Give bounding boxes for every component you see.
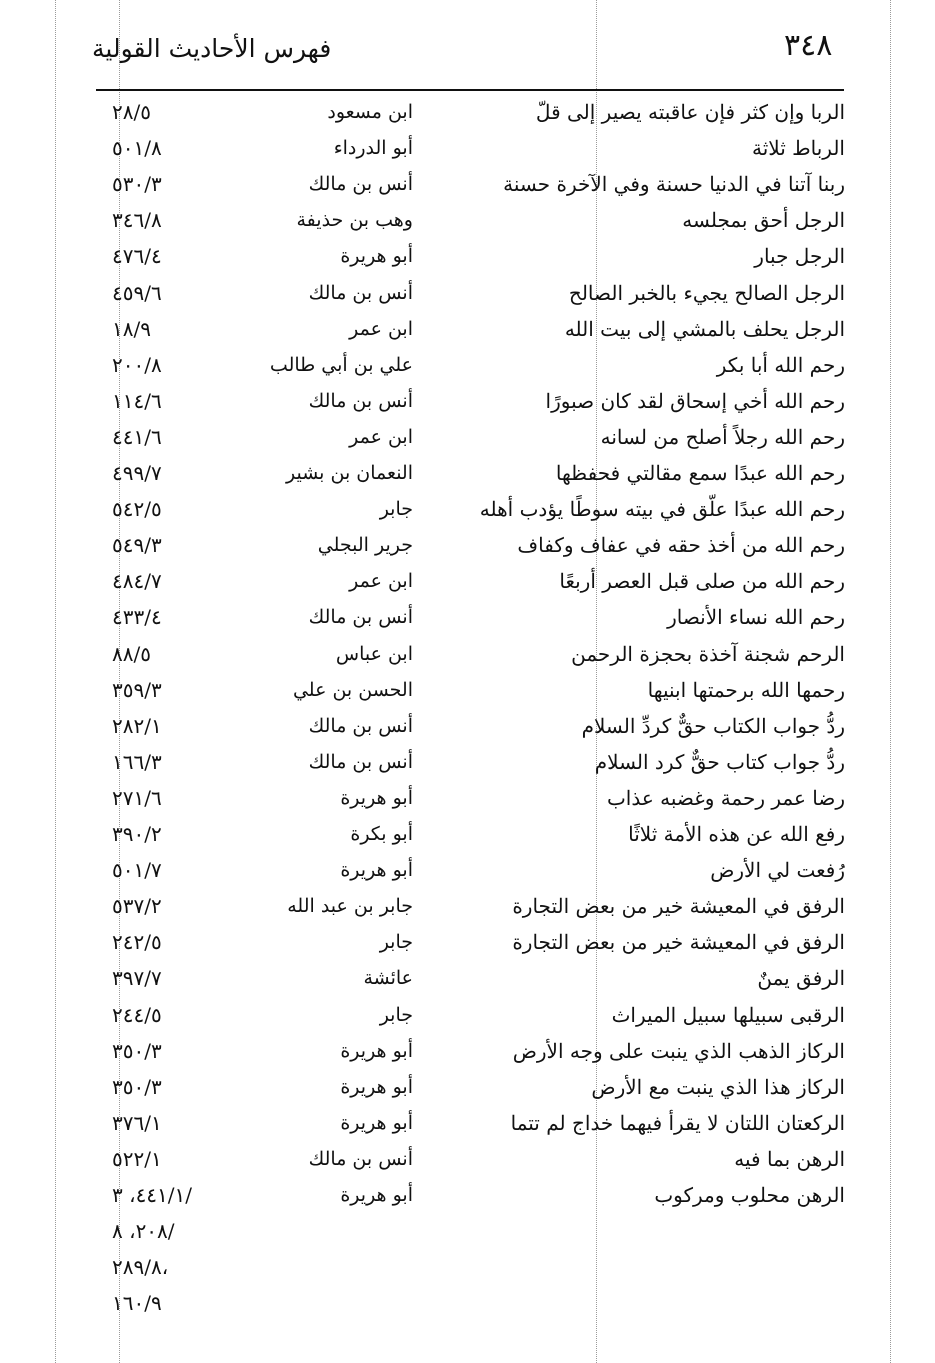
- narrator-name: أنس بن مالك: [308, 751, 413, 773]
- hadith-text: الرفق يمنٌ: [757, 966, 845, 990]
- hadith-text: الرفق في المعيشة خير من بعض التجارة: [512, 930, 845, 954]
- hadith-text: الرجل أحق بمجلسه: [682, 208, 845, 232]
- index-entry: [0, 311, 935, 347]
- narrator-name: جابر: [379, 931, 413, 953]
- volume-page-ref: ٤٨٤/٧: [112, 569, 162, 593]
- volume-page-ref: ٥٠١/٨: [112, 136, 162, 160]
- hadith-text: رحم الله أبا بكر: [716, 353, 845, 377]
- index-entry: [0, 1033, 935, 1069]
- volume-page-ref: ٥٠١/٧: [112, 858, 162, 882]
- narrator-name: أبو هريرة: [340, 1040, 413, 1062]
- volume-page-ref: ٣٥٩/٣: [112, 678, 162, 702]
- hadith-text: رحم الله رجلاً أصلح من لسانه: [600, 425, 845, 449]
- hadith-text: رحم الله عبدًا علّق في بيته سوطًا يؤدب أهله: [479, 497, 845, 521]
- index-entry: [0, 238, 935, 274]
- index-entry: [0, 1069, 935, 1105]
- volume-page-ref: ٨٨/٥: [112, 642, 151, 666]
- hadith-text: ربنا آتنا في الدنيا حسنة وفي الآخرة حسنة: [503, 172, 845, 196]
- narrator-name: ابن عمر: [349, 318, 413, 340]
- index-entry: [0, 455, 935, 491]
- index-entry: [0, 816, 935, 852]
- page-number: ٣٤٨: [784, 28, 833, 63]
- narrator-name: أنس بن مالك: [308, 390, 413, 412]
- index-entry: [0, 419, 935, 455]
- index-entry: [0, 1141, 935, 1177]
- narrator-name: أنس بن مالك: [308, 715, 413, 737]
- volume-page-ref: ٣٩٧/٧: [112, 966, 162, 990]
- hadith-text: رُفعت لي الأرض: [710, 858, 845, 882]
- hadith-text: رفع الله عن هذه الأمة ثلاثًا: [628, 822, 845, 846]
- narrator-name: ابن مسعود: [327, 101, 413, 123]
- index-entry: [0, 960, 935, 996]
- hadith-text: رضا عمر رحمة وغضبه عذاب: [606, 786, 845, 810]
- volume-page-ref: ٣٩٠/٢: [112, 822, 162, 846]
- index-entry: [0, 94, 935, 130]
- narrator-name: أبو هريرة: [340, 1076, 413, 1098]
- volume-page-ref: ١٨/٩: [112, 317, 151, 341]
- narrator-name: أبو الدرداء: [333, 137, 413, 159]
- narrator-name: أبو هريرة: [340, 1184, 413, 1206]
- volume-page-ref: ٤٧٦/٤: [112, 244, 162, 268]
- narrator-name: أبو هريرة: [340, 245, 413, 267]
- narrator-name: أبو هريرة: [340, 859, 413, 881]
- index-entry: [0, 924, 935, 960]
- narrator-name: أنس بن مالك: [308, 173, 413, 195]
- hadith-text: الرجل جبار: [754, 244, 845, 268]
- index-entry: [0, 888, 935, 924]
- volume-page-ref: ١٦٦/٣: [112, 750, 162, 774]
- volume-page-ref: ٤٤١/٦: [112, 425, 162, 449]
- ref-continuation-line: [0, 1249, 935, 1285]
- hadith-text: ردُّ جواب الكتاب حقٌّ كردِّ السلام: [581, 714, 845, 738]
- narrator-name: النعمان بن بشير: [286, 462, 413, 484]
- volume-page-ref: ٢٤٢/٥: [112, 930, 162, 954]
- index-entry: [0, 780, 935, 816]
- volume-page-ref: ٤٤١/١، ٣/: [112, 1183, 193, 1207]
- hadith-text: الركعتان اللتان لا يقرأ فيهما خداج لم تتما: [510, 1111, 845, 1135]
- hadith-text: الرحم شجنة آخذة بحجزة الرحمن: [571, 642, 845, 666]
- index-entry: [0, 130, 935, 166]
- index-entry: [0, 166, 935, 202]
- volume-page-ref: ١٦٠/٩: [112, 1291, 162, 1315]
- hadith-text: الرهن محلوب ومركوب: [654, 1183, 845, 1207]
- volume-page-ref: ٥٤٩/٣: [112, 533, 162, 557]
- narrator-name: أنس بن مالك: [308, 1148, 413, 1170]
- volume-page-ref: ١١٤/٦: [112, 389, 162, 413]
- volume-page-ref: ٢٨٩/٨،: [112, 1255, 169, 1279]
- index-entry: [0, 636, 935, 672]
- narrator-name: جابر: [379, 1004, 413, 1026]
- narrator-name: أبو بكرة: [350, 823, 413, 845]
- hadith-text: الربا وإن كثر فإن عاقبته يصير إلى قلّ: [535, 100, 845, 124]
- index-entry: [0, 347, 935, 383]
- index-entry: [0, 527, 935, 563]
- narrator-name: ابن عمر: [349, 570, 413, 592]
- hadith-text: الرجل يحلف بالمشي إلى بيت الله: [564, 317, 845, 341]
- hadith-text: رحم الله من صلى قبل العصر أربعًا: [559, 569, 845, 593]
- narrator-name: الحسن بن علي: [292, 679, 413, 701]
- narrator-name: عائشة: [363, 967, 413, 989]
- volume-page-ref: ٢٤٤/٥: [112, 1003, 162, 1027]
- hadith-text: رحم الله عبدًا سمع مقالتي فحفظها: [555, 461, 845, 485]
- narrator-name: ابن عباس: [335, 643, 413, 665]
- hadith-text: رحم الله من أخذ حقه في عفاف وكفاف: [517, 533, 845, 557]
- narrator-name: وهب بن حذيفة: [296, 209, 413, 231]
- hadith-text: رحم الله نساء الأنصار: [667, 605, 845, 629]
- page-title: فهرس الأحاديث القولية: [92, 34, 332, 63]
- hadith-text: الركاز الذهب الذي ينبت على وجه الأرض: [512, 1039, 845, 1063]
- index-entry: [0, 202, 935, 238]
- volume-page-ref: ٣٥٠/٣: [112, 1039, 162, 1063]
- hadith-text: الرقبى سبيلها سبيل الميراث: [611, 1003, 845, 1027]
- index-entry: [0, 1105, 935, 1141]
- ref-continuation-line: [0, 1213, 935, 1249]
- index-entry: [0, 275, 935, 311]
- narrator-name: جابر: [379, 498, 413, 520]
- volume-page-ref: ٤٣٣/٤: [112, 605, 162, 629]
- volume-page-ref: ٤٥٩/٦: [112, 281, 162, 305]
- narrator-name: أنس بن مالك: [308, 282, 413, 304]
- volume-page-ref: ٥٣٠/٣: [112, 172, 162, 196]
- index-entry: [0, 563, 935, 599]
- hadith-text: رحمها الله برحمتها ابنيها: [647, 678, 845, 702]
- narrator-name: ابن عمر: [349, 426, 413, 448]
- narrator-name: أبو هريرة: [340, 1112, 413, 1134]
- narrator-name: أنس بن مالك: [308, 606, 413, 628]
- hadith-text: الرفق في المعيشة خير من بعض التجارة: [512, 894, 845, 918]
- index-entry: [0, 708, 935, 744]
- hadith-text: رحم الله أخي إسحاق لقد كان صبورًا: [545, 389, 845, 413]
- volume-page-ref: ٢٧١/٦: [112, 786, 162, 810]
- hadith-text: ردُّ جواب كتاب حقٌّ كرد السلام: [594, 750, 845, 774]
- volume-page-ref: ٥٢٢/١: [112, 1147, 162, 1171]
- index-entry: [0, 491, 935, 527]
- header-rule: [96, 89, 844, 91]
- volume-page-ref: ٥٣٧/٢: [112, 894, 162, 918]
- index-entry: [0, 599, 935, 635]
- index-entry: [0, 383, 935, 419]
- volume-page-ref: ٣٤٦/٨: [112, 208, 162, 232]
- index-entry: [0, 1177, 935, 1213]
- volume-page-ref: ٤٩٩/٧: [112, 461, 162, 485]
- volume-page-ref: ٥٤٢/٥: [112, 497, 162, 521]
- volume-page-ref: ٢٨/٥: [112, 100, 151, 124]
- index-entry: [0, 852, 935, 888]
- volume-page-ref: ٢٠٨، ٨/: [112, 1219, 175, 1243]
- hadith-text: الرجل الصالح يجيء بالخبر الصالح: [568, 281, 845, 305]
- narrator-name: أبو هريرة: [340, 787, 413, 809]
- hadith-text: الرهن بما فيه: [734, 1147, 845, 1171]
- volume-page-ref: ٣٧٦/١: [112, 1111, 162, 1135]
- index-entry: [0, 672, 935, 708]
- narrator-name: جابر بن عبد الله: [287, 895, 413, 917]
- hadith-text: الرباط ثلاثة: [752, 136, 845, 160]
- hadith-text: الركاز هذا الذي ينبت مع الأرض: [591, 1075, 845, 1099]
- ref-continuation-line: [0, 1285, 935, 1321]
- index-entry: [0, 997, 935, 1033]
- volume-page-ref: ٢٨٢/١: [112, 714, 162, 738]
- narrator-name: علي بن أبي طالب: [269, 354, 413, 376]
- index-entry: [0, 744, 935, 780]
- volume-page-ref: ٣٥٠/٣: [112, 1075, 162, 1099]
- narrator-name: جرير البجلي: [317, 534, 413, 556]
- volume-page-ref: ٢٠٠/٨: [112, 353, 162, 377]
